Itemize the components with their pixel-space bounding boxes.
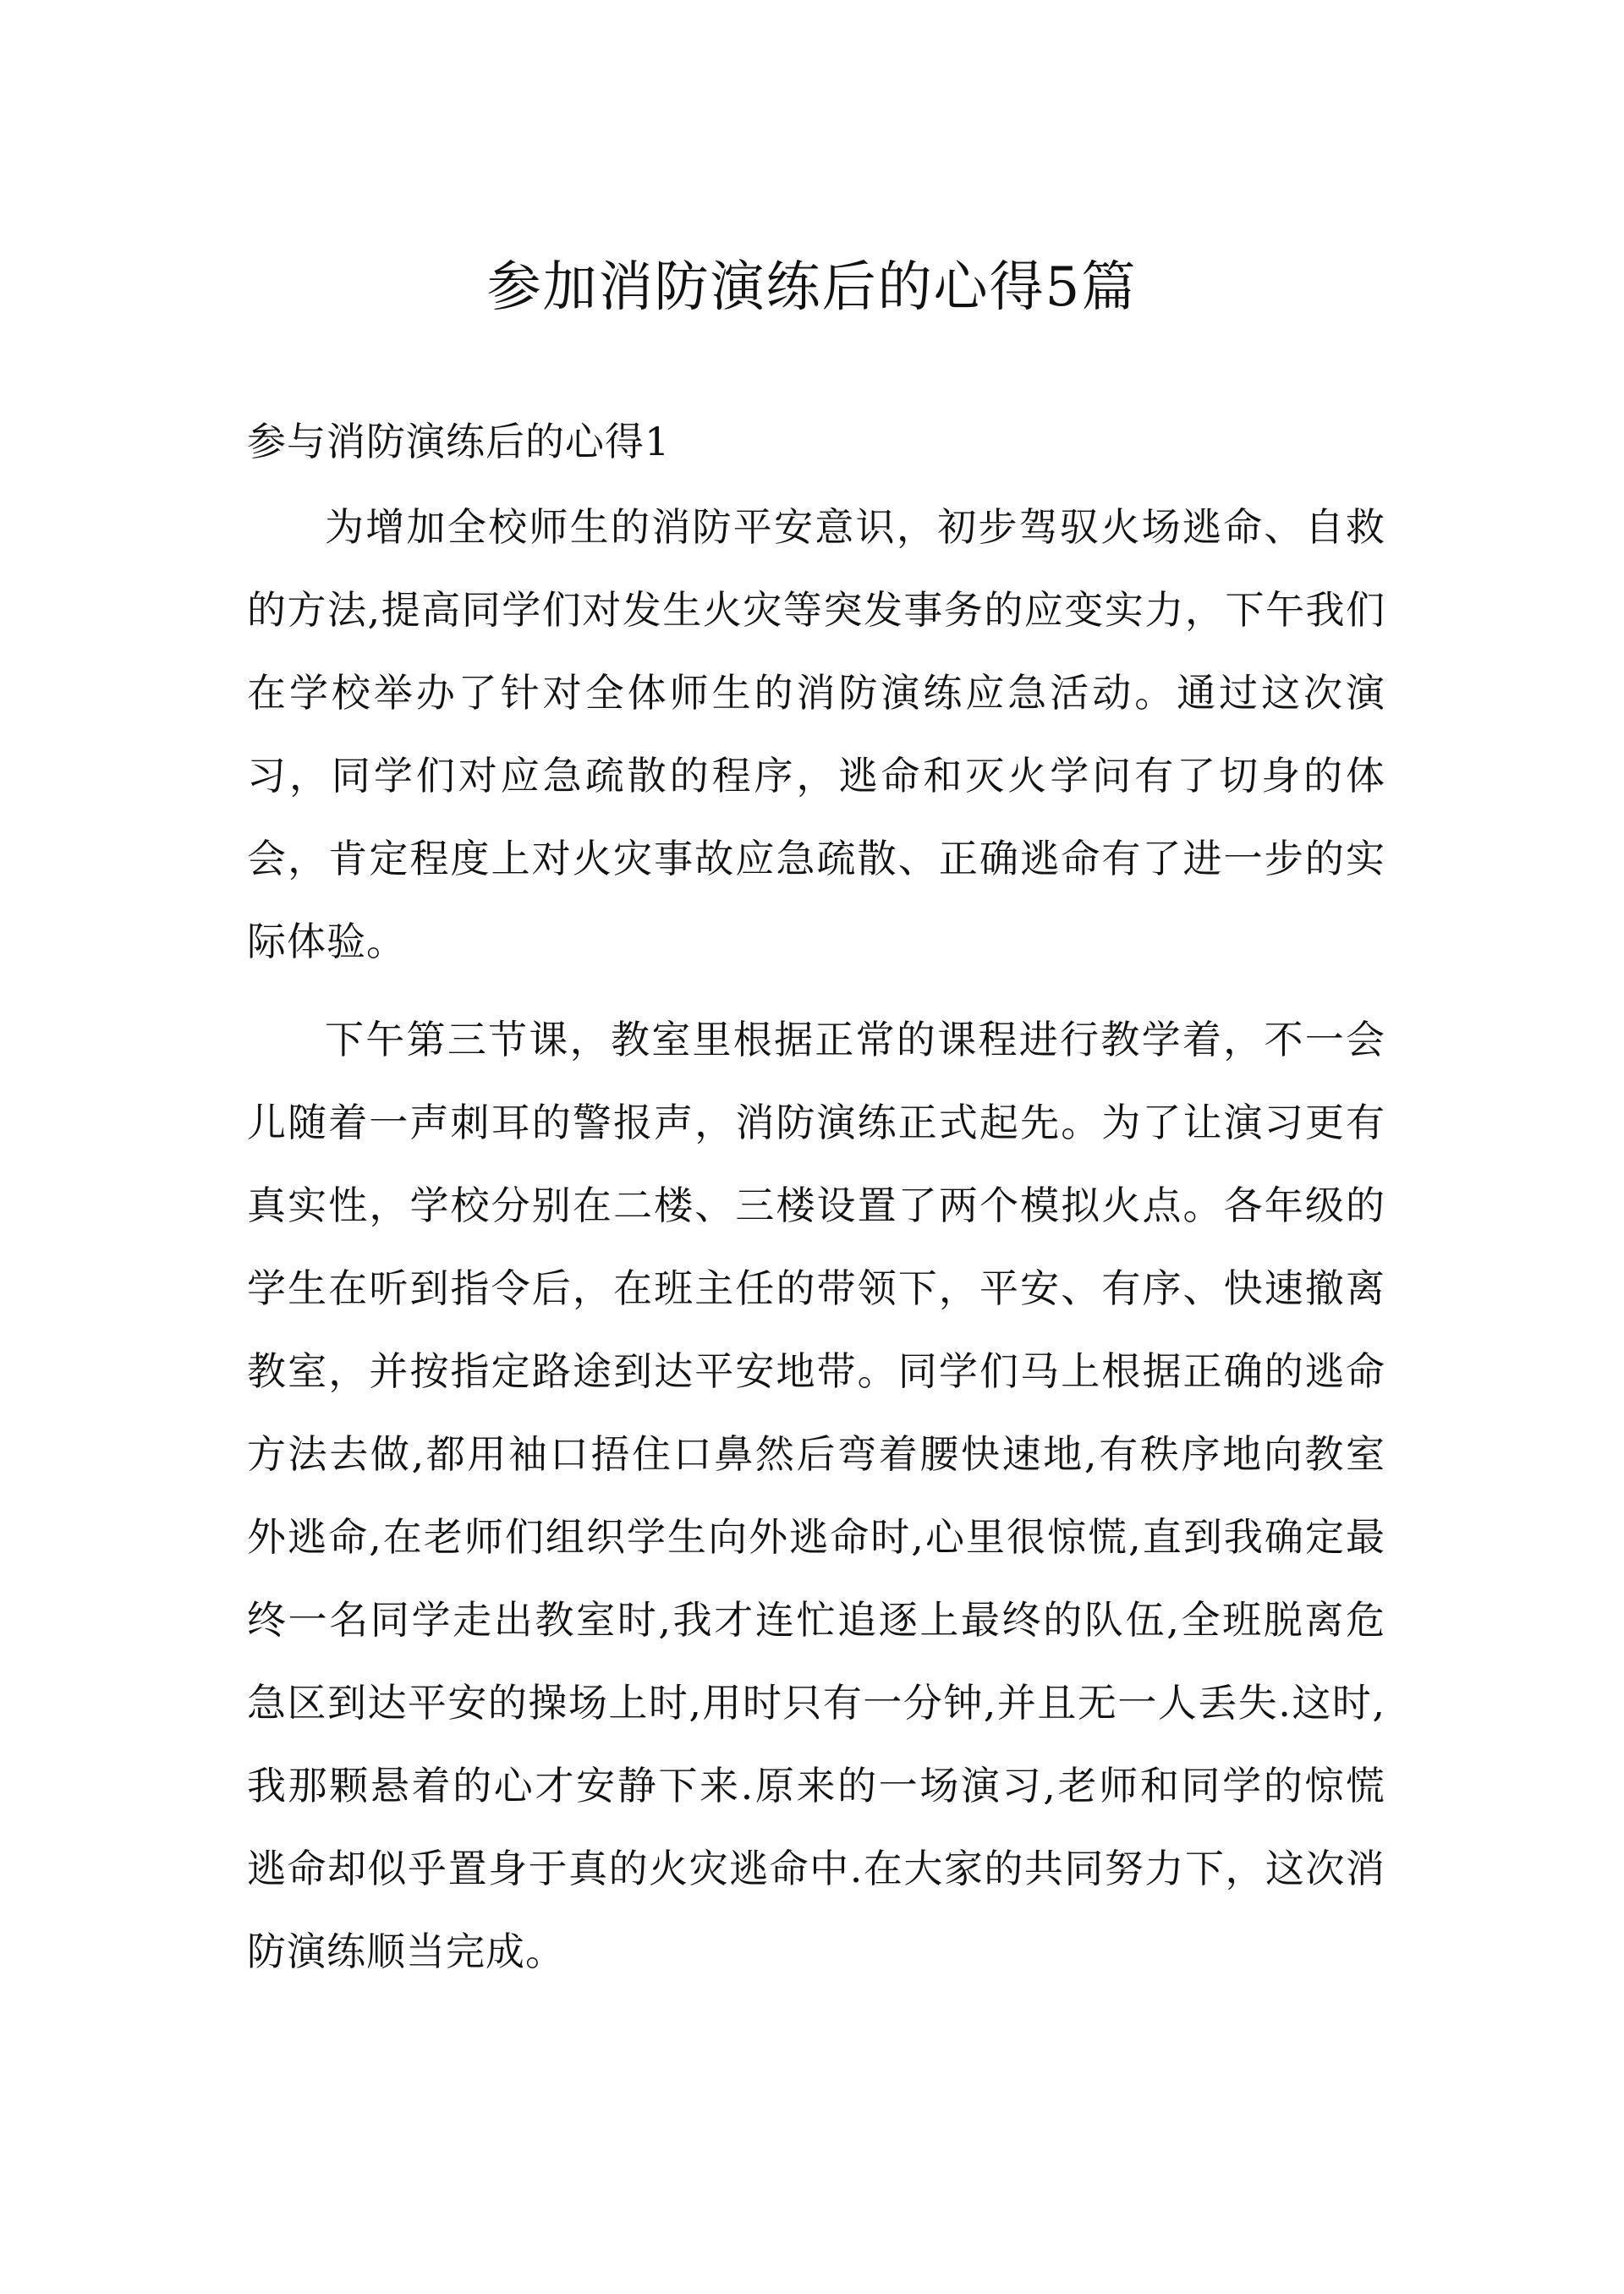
document-title: 参加消防演练后的心得5篇	[486, 256, 1138, 319]
paragraph-2: 下午第三节课，教室里根据正常的课程进行教学着，不一会儿随着一声刺耳的警报声，消防演练正式起先。为了让演习更有真实性，学校分别在二楼、三楼设置了两个模拟火点。各年级的学生在听到指令后，在班主任的带领下，平安、有序、快速撤离教室，并按指定路途到达平安地带。同学们马上根据正确的逃命方法去做,都用袖口捂住口鼻然后弯着腰快速地,有秩序地向教室外逃命,在老师们组织学生向外逃命时,心里很惊慌,直到我确定最终一名同学走出教室时,我才连忙追逐上最终的队伍,全班脱离危急区到达平安的操场上时,用时只有一分钟,并且无一人丢失.这时,我那颗悬着的心才安静下来.原来的一场演习,老师和同学的惊慌逃命却似乎置身于真的火灾逃命中.在大家的共同努力下，这次消防演练顺当完成。	[247, 1017, 1385, 1974]
section-heading: 参与消防演练后的心得1	[247, 419, 671, 464]
document-body	[247, 406, 1385, 2008]
paragraph-1: 为增加全校师生的消防平安意识，初步驾驭火场逃命、自救的方法,提高同学们对发生火灾等突发事务的应变实力，下午我们在学校举办了针对全体师生的消防演练应急活动。通过这次演习，同学们对应急疏散的程序，逃命和灭火学问有了切身的体会，肯定程度上对火灾事故应急疏散、正确逃命有了进一步的实际体验。	[247, 504, 1385, 964]
